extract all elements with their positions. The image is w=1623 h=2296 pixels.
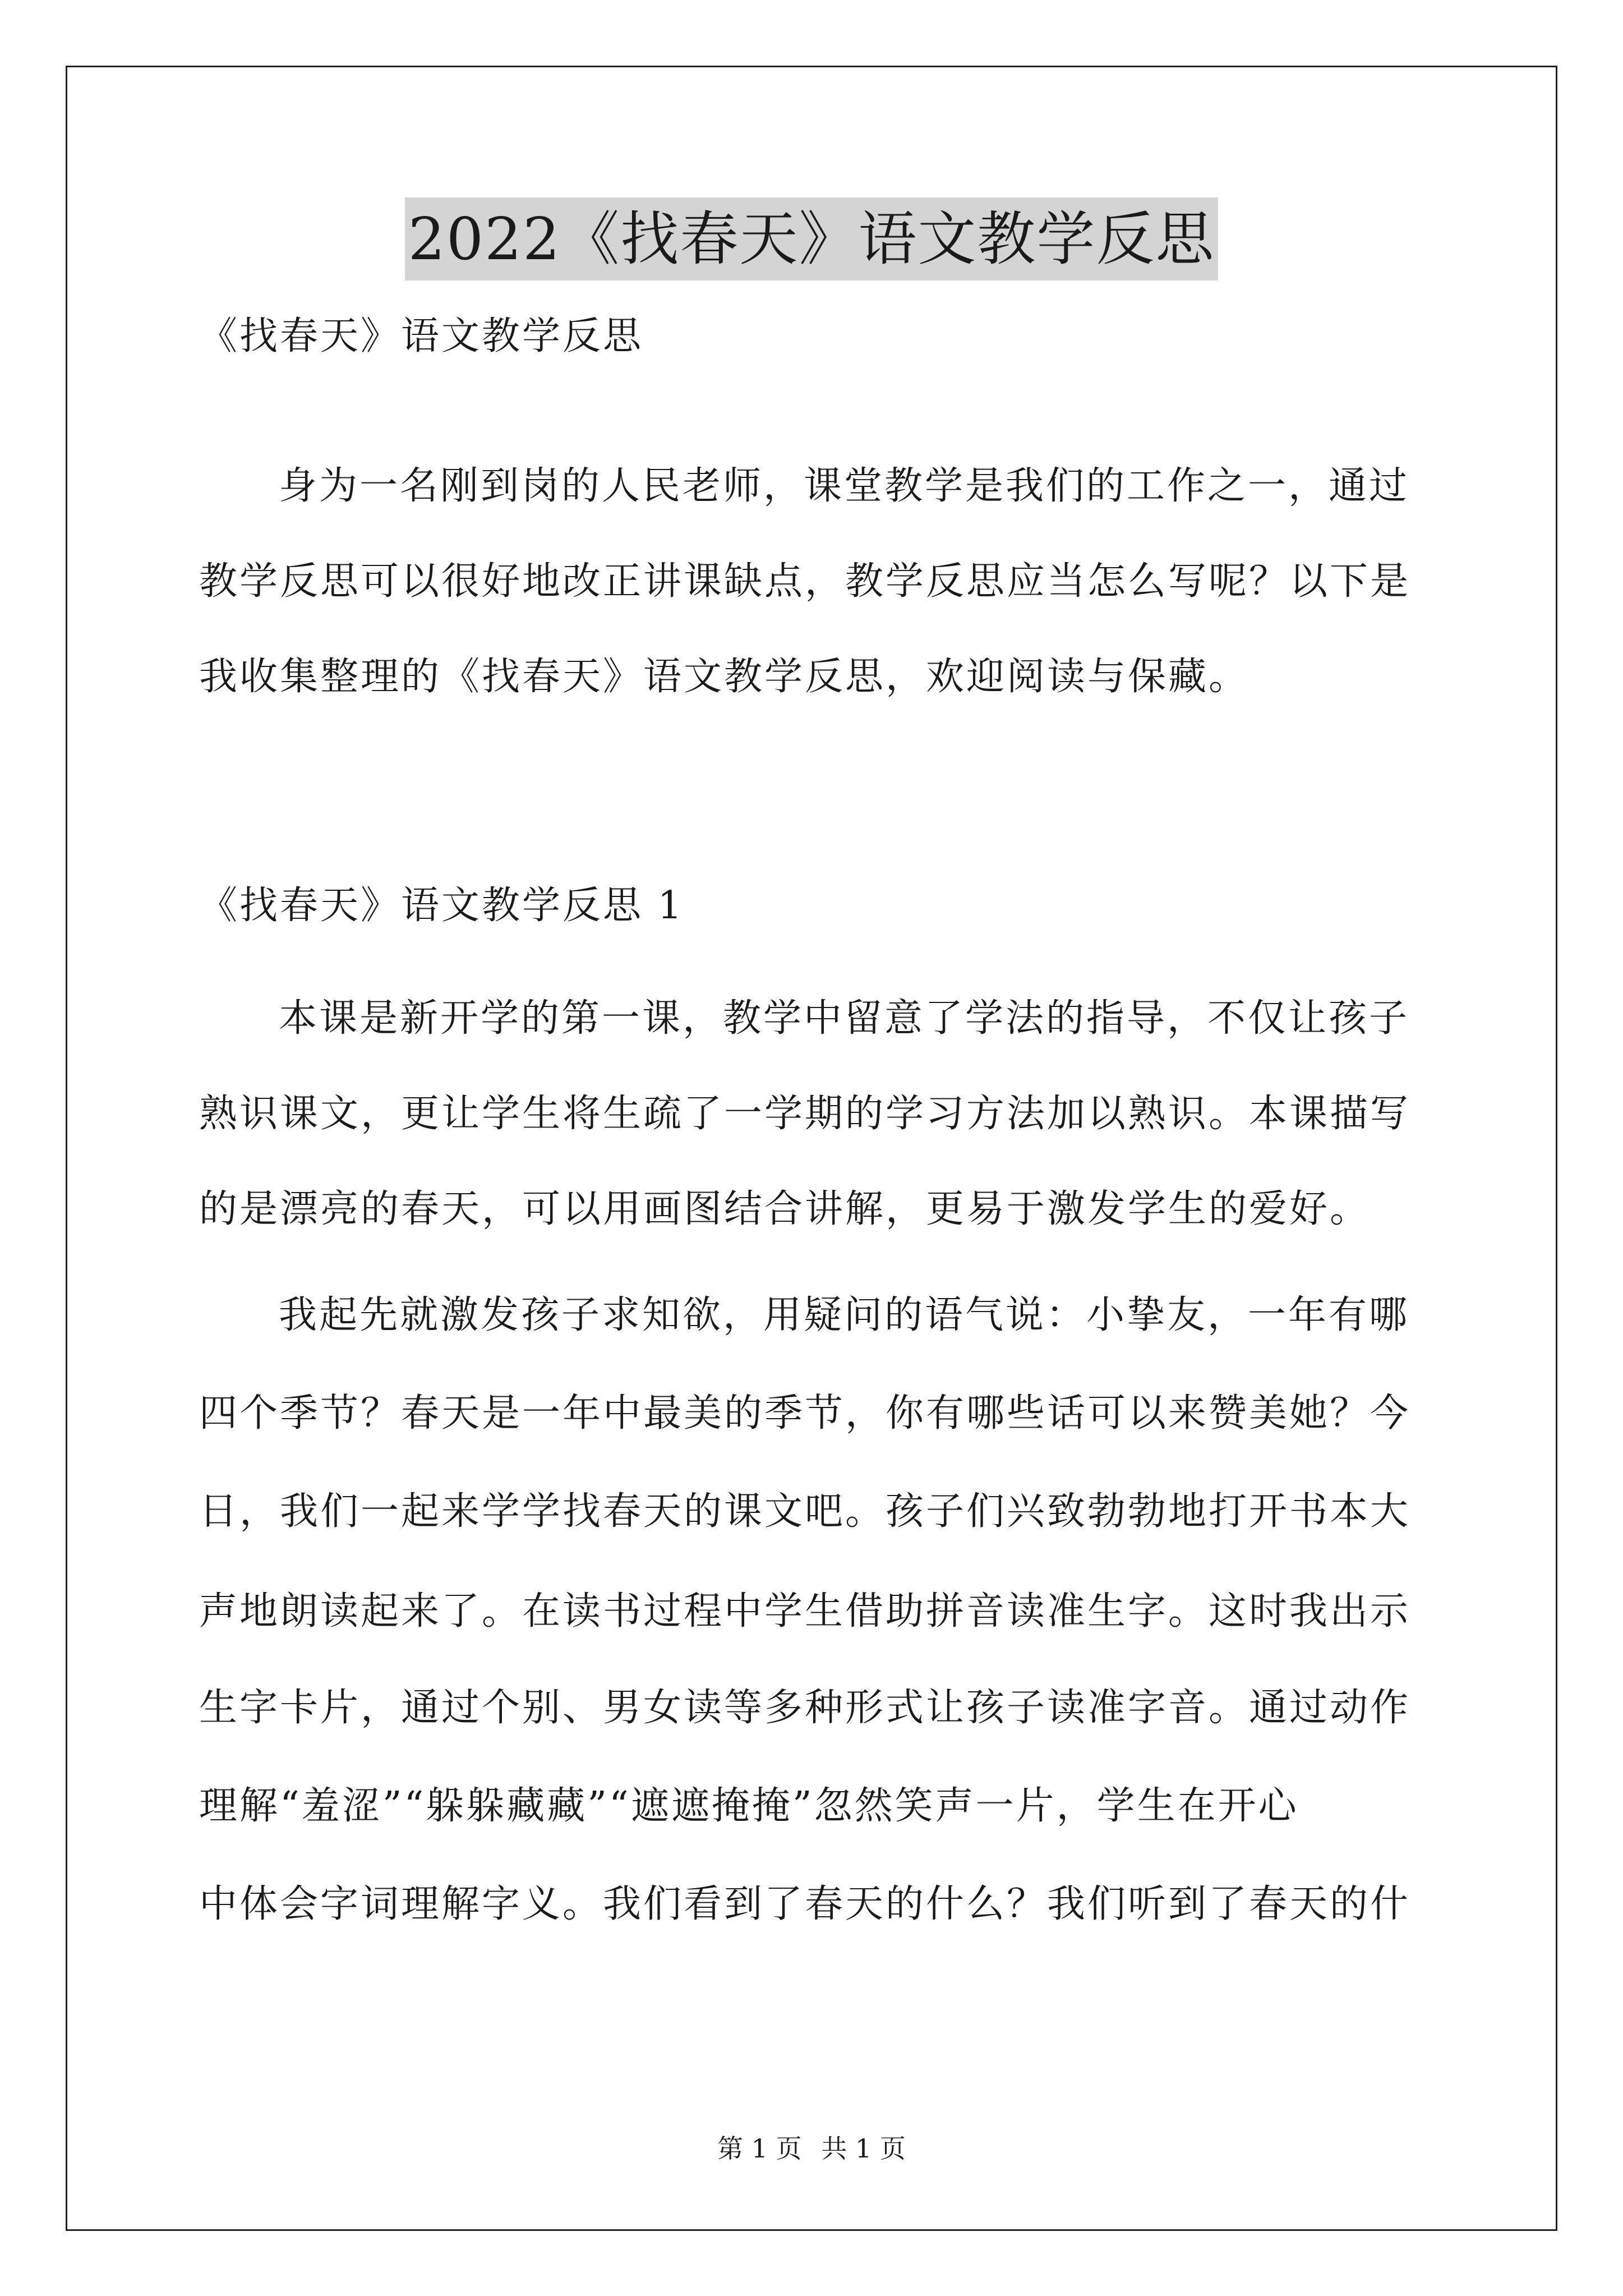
s1p1-line-1: 本课是新开学的第一课，教学中留意了学法的指导，不仅让孩子 (279, 996, 1410, 1041)
s1p2-line-3: 日，我们一起来学学找春天的课文吧。孩子们兴致勃勃地打开书本大 (199, 1489, 1411, 1534)
section1-heading: 《找春天》语文教学反思 1 (199, 884, 684, 928)
s1p2-line-2: 四个季节？春天是一年中最美的季节，你有哪些话可以来赞美她？今 (199, 1391, 1411, 1435)
intro-line-1: 身为一名刚到岗的人民老师，课堂教学是我们的工作之一，通过 (279, 464, 1410, 508)
title-wrap (0, 197, 1623, 280)
s1p2-line-7: 中体会字词理解字义。我们看到了春天的什么？我们听到了春天的什 (199, 1882, 1411, 1926)
s1p2-line-4: 声地朗读起来了。在读书过程中学生借助拼音读准生字。这时我出示 (199, 1589, 1411, 1634)
s1p1-line-3: 的是漂亮的春天，可以用画图结合讲解，更易于激发学生的爱好。 (199, 1187, 1371, 1231)
intro-heading: 《找春天》语文教学反思 (199, 314, 644, 358)
page-total: 共 1 页 (821, 2133, 906, 2164)
page-number: 第 1 页 (717, 2133, 802, 2164)
intro-line-2: 教学反思可以很好地改正讲课缺点，教学反思应当怎么写呢？以下是 (199, 559, 1411, 604)
s1p2-line-1: 我起先就激发孩子求知欲，用疑问的语气说：小挚友，一年有哪 (279, 1293, 1410, 1337)
document-title: 2022《找春天》语文教学反思 (405, 197, 1219, 280)
page-footer (0, 2132, 1623, 2165)
intro-line-3: 我收集整理的《找春天》语文教学反思，欢迎阅读与保藏。 (199, 655, 1249, 699)
s1p2-line-6: 理解“羞涩”“躲躲藏藏”“遮遮掩掩”忽然笑声一片，学生在开心 (199, 1784, 1299, 1828)
s1p1-line-2: 熟识课文，更让学生将生疏了一学期的学习方法加以熟识。本课描写 (199, 1092, 1411, 1136)
s1p2-line-5: 生字卡片，通过个别、男女读等多种形式让孩子读准字音。通过动作 (199, 1686, 1411, 1730)
